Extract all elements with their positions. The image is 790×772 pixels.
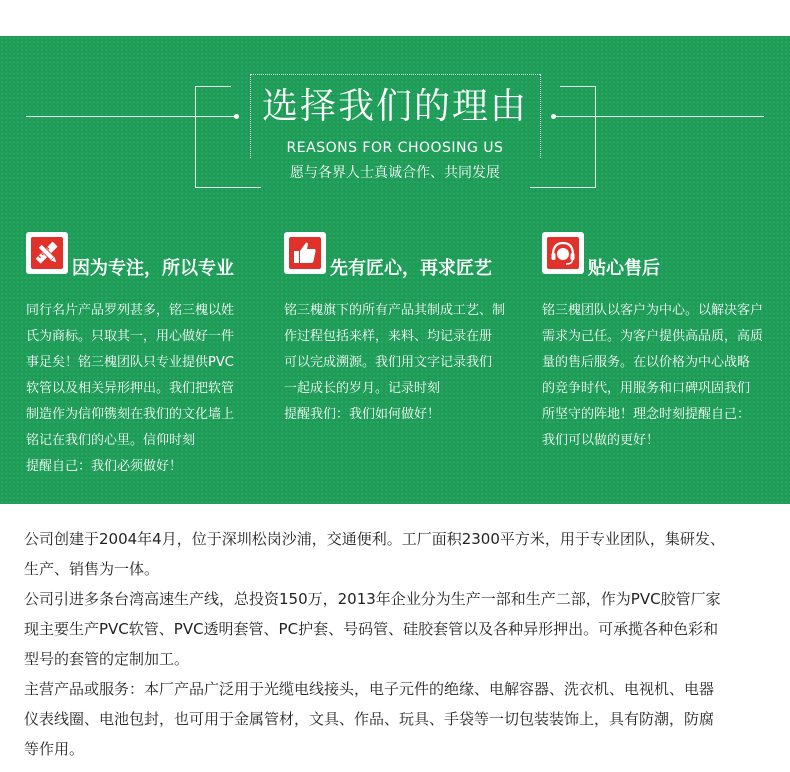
reason-line: 一起成长的岁月。记录时刻 — [284, 381, 441, 396]
company-introduction — [24, 524, 772, 764]
reason-header — [542, 232, 774, 279]
reason-line: 的竞争时代，用服务和口碑巩固我们 — [542, 381, 751, 396]
reason-description — [284, 298, 516, 428]
intro-line: 等作用。 — [24, 740, 85, 758]
frame-top-dotted — [250, 74, 540, 75]
reason-line: 需求为己任。为客户提供高品质，高质 — [542, 329, 764, 344]
intro-line: 现主要生产PVC软管、PVC透明套管、PC护套、号码管、硅胶套管以及各种异形押出。可承揽各种色彩和 — [24, 620, 719, 638]
intro-line: 仪表线圈、电池包封，也可用于金属管材，文具、作品、玩具、手袋等一切包装装饰上，具有防潮，防腐 — [24, 710, 715, 728]
section-title: 选择我们的理由 — [261, 86, 528, 127]
pencil-ruler-icon — [26, 232, 68, 274]
reason-description — [26, 298, 258, 480]
reason-line: 铭记在我们的心里。信仰时刻 — [26, 433, 196, 448]
reasons-banner — [0, 36, 790, 504]
reason-line: 可以完成溯源。我们用文字记录我们 — [284, 355, 493, 370]
frame-left-solid-bottom — [195, 187, 261, 188]
reason-title: 先有匠心，再求匠艺 — [330, 258, 492, 279]
reason-title: 贴心售后 — [588, 258, 660, 279]
reason-line: 提醒我们：我们如何做好！ — [284, 407, 441, 422]
reason-line: 同行名片产品罗列甚多，铭三槐以姓 — [26, 303, 235, 318]
section-subtitle-en: REASONS FOR CHOOSING US — [286, 140, 504, 156]
reason-column-craft — [284, 232, 516, 428]
reason-line: 量的售后服务。在以价格为中心战略 — [542, 355, 751, 370]
intro-line: 生产、销售为一体。 — [24, 560, 160, 578]
reason-line: 制造作为信仰镌刻在我们的文化墙上 — [26, 407, 235, 422]
reason-header — [284, 232, 516, 279]
reason-line: 软管以及相关异形押出。我们把软管 — [26, 381, 235, 396]
reason-line: 氏为商标。只取其一，用心做好一件 — [26, 329, 235, 344]
thumbs-up-icon — [284, 232, 326, 274]
reason-column-focus — [26, 232, 258, 480]
reason-line: 铭三槐旗下的所有产品其制成工艺、制 — [284, 303, 506, 318]
headset-icon — [542, 232, 584, 274]
intro-line: 公司引进多条台湾高速生产线，总投资150万，2013年企业分为生产一部和生产二部，作为PVC胶管厂家 — [24, 590, 721, 608]
reason-line: 我们可以做的更好！ — [542, 433, 660, 448]
reason-header — [26, 232, 258, 279]
reason-line: 事足矣！铭三槐团队只专业提供PVC — [26, 355, 234, 370]
intro-line: 主营产品或服务：本厂产品广泛用于光缆电线接头，电子元件的绝缘、电解容器、洗衣机、电视机、电器 — [24, 680, 715, 698]
reason-title: 因为专注，所以专业 — [72, 258, 234, 279]
frame-right-solid-bottom — [530, 187, 596, 188]
reason-line: 提醒自己：我们必须做好！ — [26, 459, 183, 474]
reason-line: 铭三槐团队以客户为中心。以解决客户 — [542, 303, 764, 318]
section-subtitle-cn: 愿与各界人士真诚合作、共同发展 — [290, 165, 500, 181]
intro-line: 型号的套管的定制加工。 — [24, 650, 190, 668]
intro-line: 公司创建于2004年4月，位于深圳松岗沙浦，交通便利。工厂面积2300平方米，用于专业团队，集研发、 — [24, 530, 725, 548]
reason-line: 作过程包括来样，来料、均记录在册 — [284, 329, 493, 344]
reason-line: 所坚守的阵地！理念时刻提醒自己： — [542, 407, 751, 422]
reason-column-service — [542, 232, 774, 454]
reason-description — [542, 298, 774, 454]
